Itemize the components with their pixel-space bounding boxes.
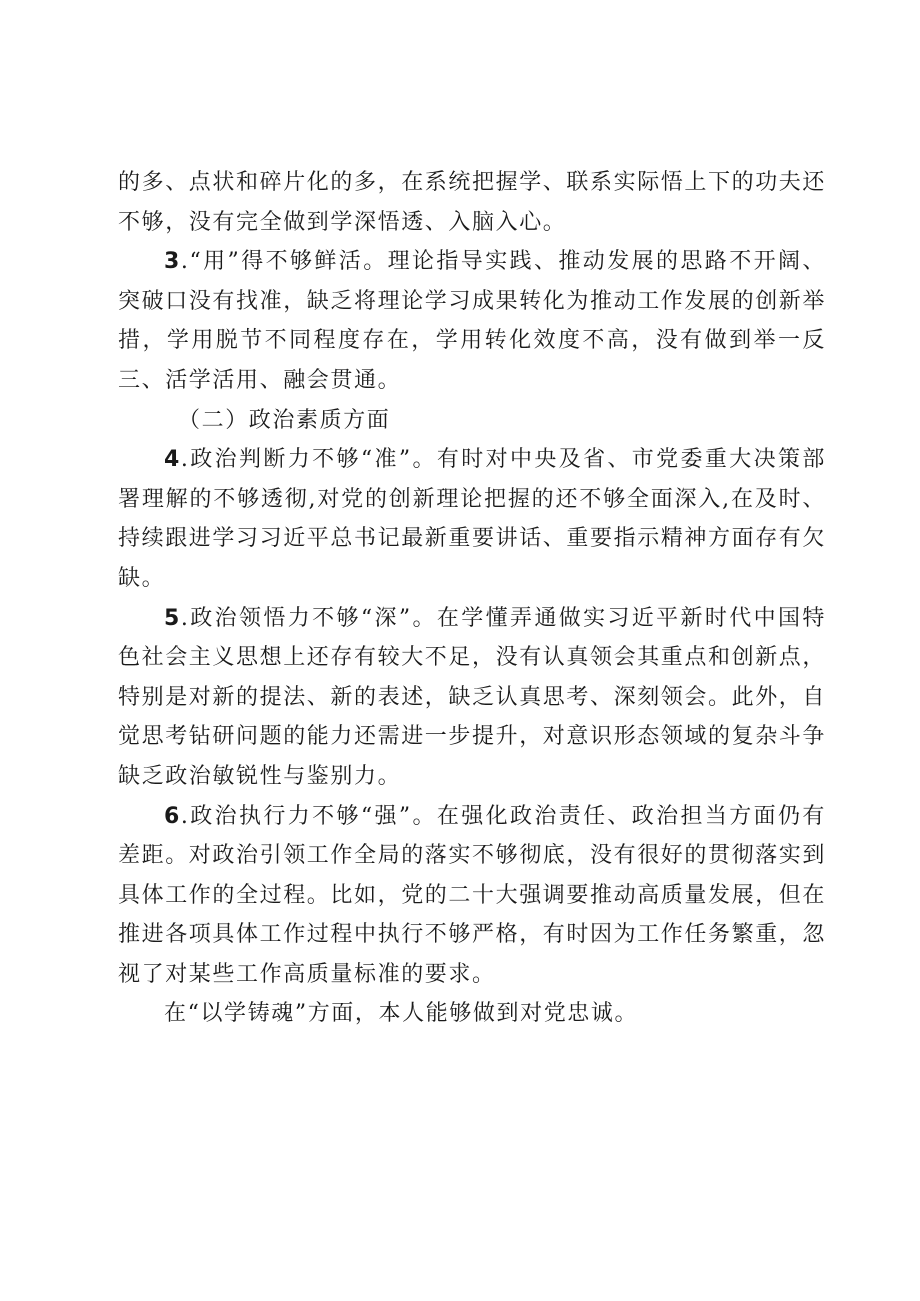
item-number: 6: [164, 803, 181, 829]
paragraph-text: .政治执行力不够“强”。在强化政治责任、政治担当方面仍有差距。对政治引领工作全局的落实不够彻底，没有很好的贯彻落实到具体工作的全过程。比如，党的二十大强调要推动高质量发展，但在推进各项具体工作过程中执行不够严格，有时因为工作任务繁重，忽视了对某些工作高质量标准的要求。: [118, 803, 827, 987]
heading-text: （二）政治素质方面: [178, 407, 391, 433]
item-number: 4: [164, 447, 181, 473]
document-body: [118, 163, 826, 1034]
item-number: 3: [164, 249, 181, 275]
paragraph-text: 在“以学铸魂”方面，本人能够做到对党忠诚。: [164, 1001, 639, 1027]
paragraph-text: .“用”得不够鲜活。理论指导实践、推动发展的思路不开阔、突破口没有找准，缺乏将理论学习成果转化为推动工作发展的创新举措，学用脱节不同程度存在，学用转化效度不高，没有做到举一反三、活学活用、融会贯通。: [118, 249, 827, 393]
paragraph-item-6: [118, 797, 826, 995]
item-number: 5: [164, 605, 181, 631]
paragraph-item-3: [118, 242, 826, 400]
paragraph-text: 的多、点状和碎片化的多，在系统把握学、联系实际悟上下的功夫还不够，没有完全做到学深悟透、入脑入心。: [118, 170, 827, 235]
paragraph-continuation: [118, 163, 826, 242]
section-heading: [118, 401, 826, 441]
paragraph-text: .政治判断力不够“准”。有时对中央及省、市党委重大决策部署理解的不够透彻,对党的创新理论把握的还不够全面深入,在及时、持续跟进学习习近平总书记最新重要讲话、重要指示精神方面存有欠缺。: [118, 447, 827, 591]
paragraph-item-5: [118, 599, 826, 797]
paragraph-item-4: [118, 440, 826, 598]
paragraph-text: .政治领悟力不够“深”。在学懂弄通做实习近平新时代中国特色社会主义思想上还存有较大不足，没有认真领会其重点和创新点，特别是对新的提法、新的表述，缺乏认真思考、深刻领会。此外，自觉思考钻研问题的能力还需进一步提升，对意识形态领域的复杂斗争缺乏政治敏锐性与鉴别力。: [118, 605, 827, 789]
paragraph-final: [118, 994, 826, 1034]
